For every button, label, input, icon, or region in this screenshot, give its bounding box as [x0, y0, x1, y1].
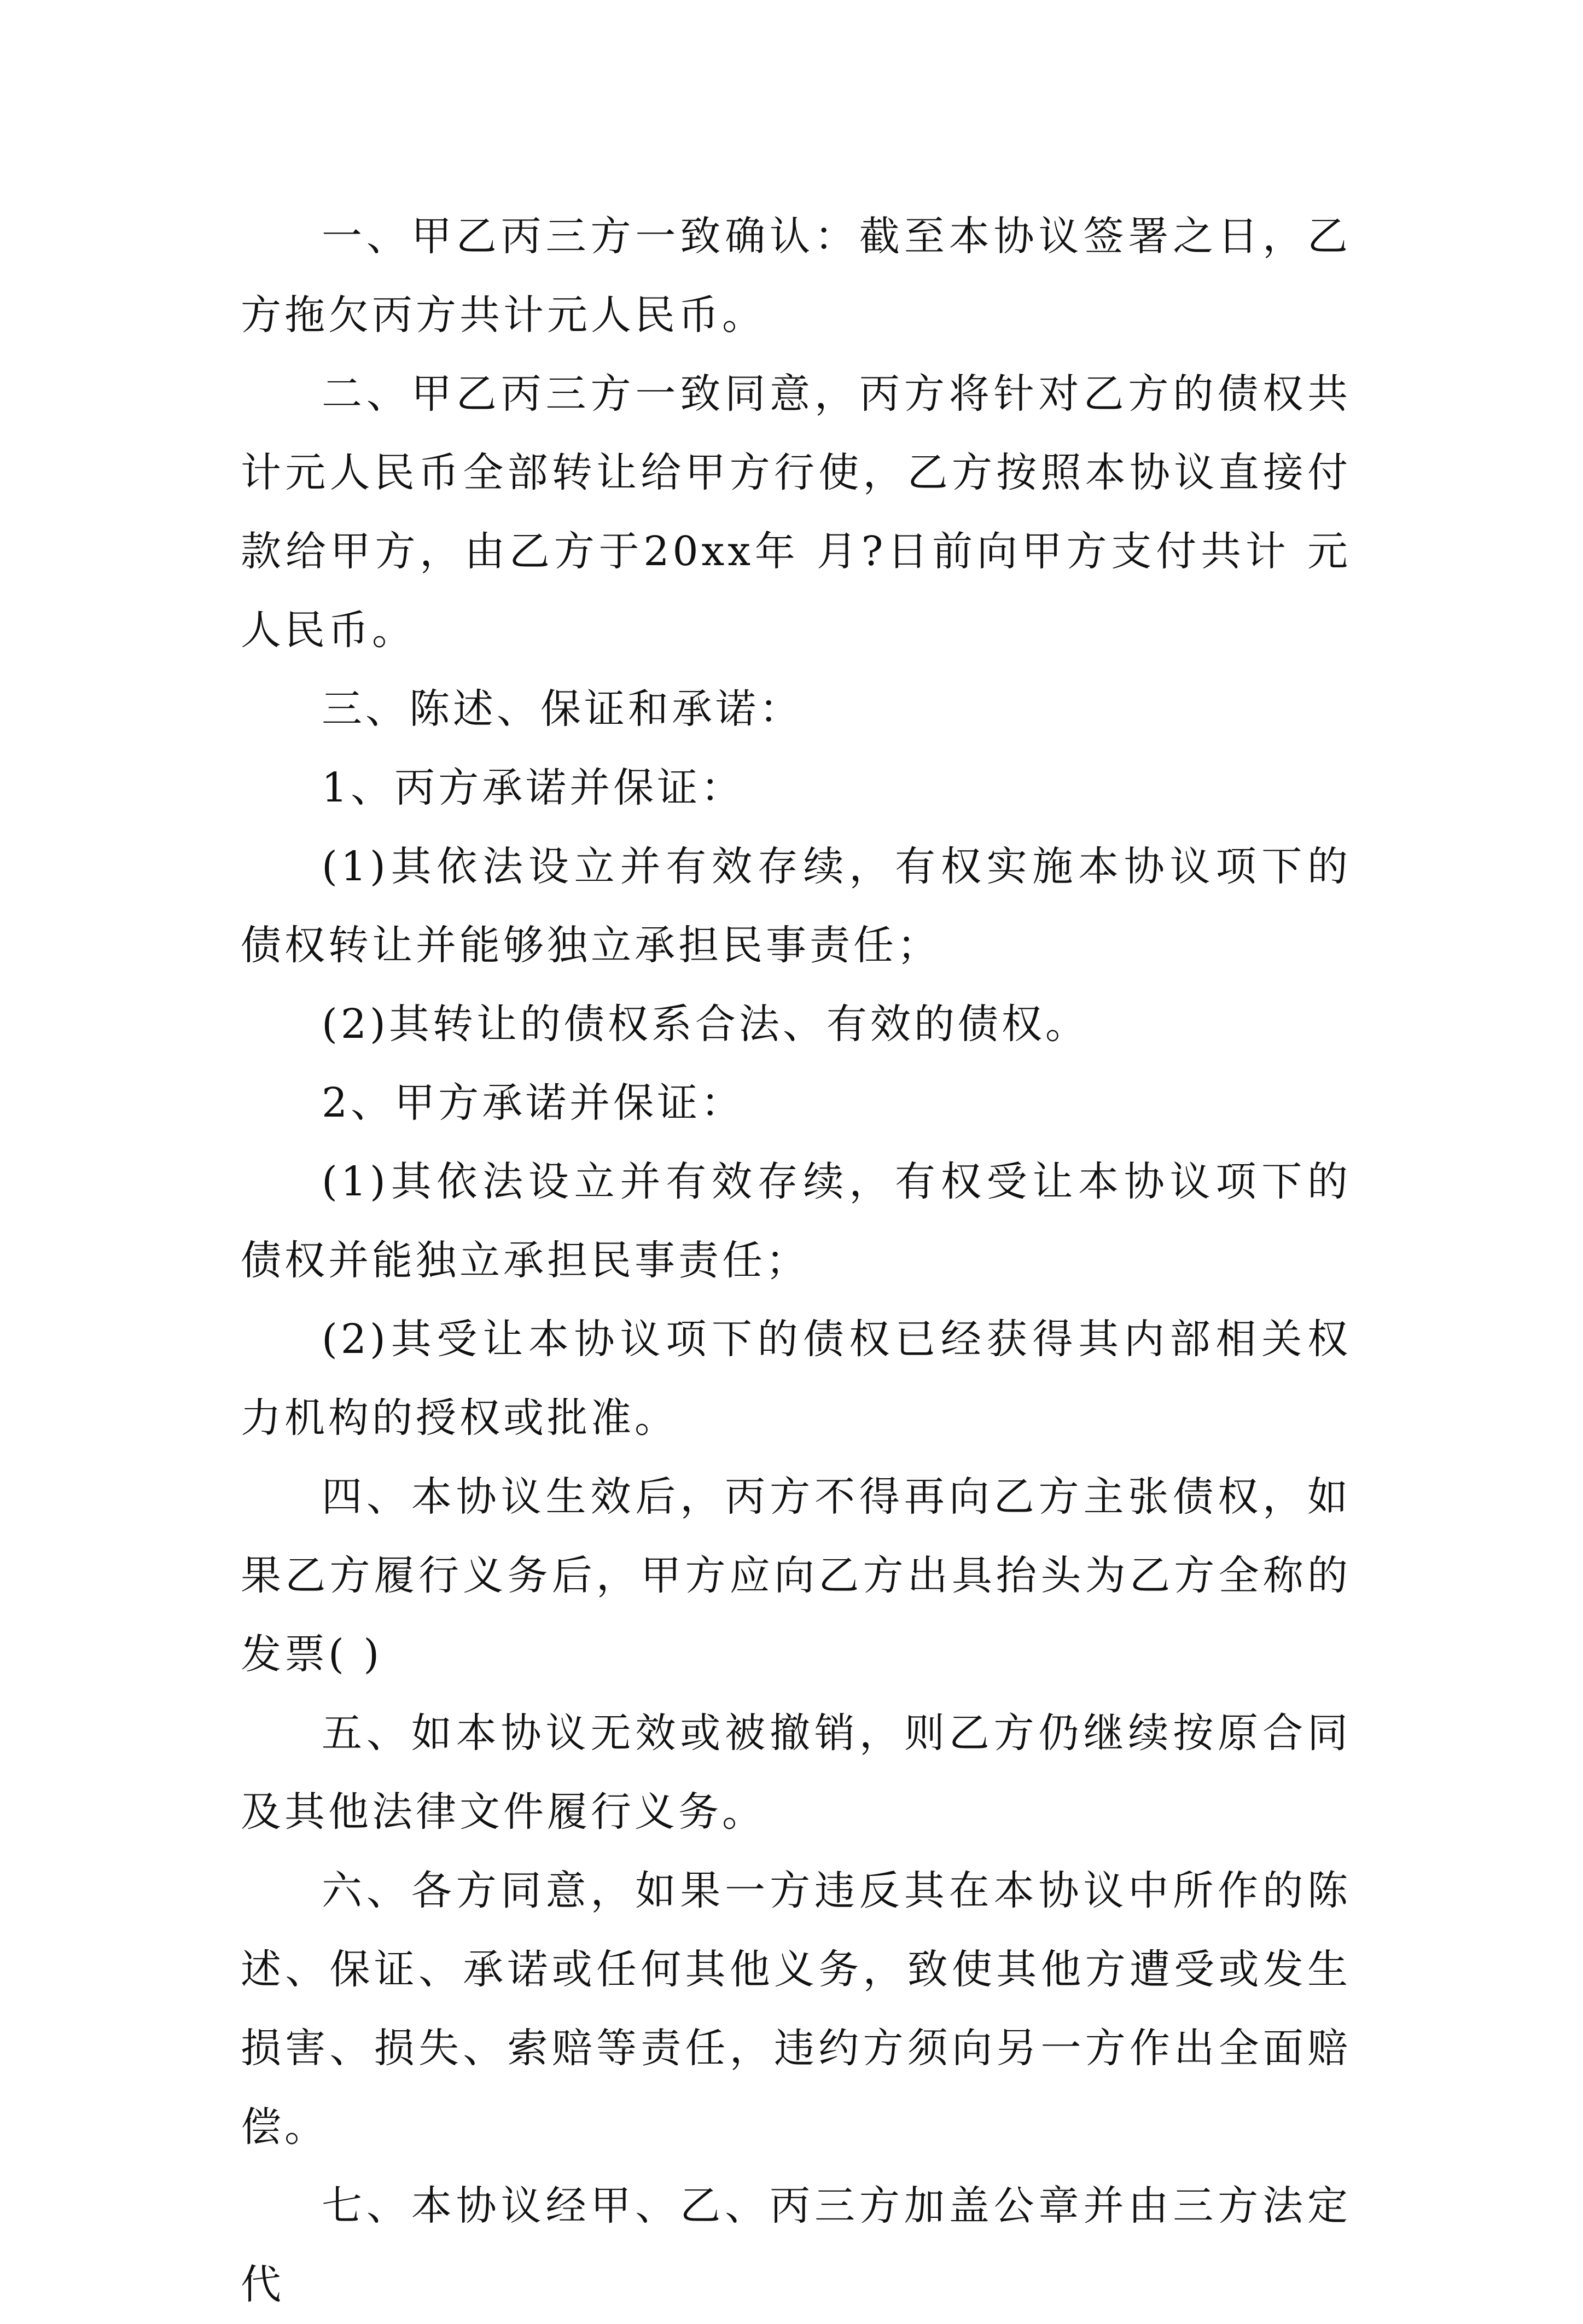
paragraph-party-a-commitment: 2、甲方承诺并保证：: [322, 1079, 745, 1126]
document-body: [241, 197, 1351, 2324]
paragraph-party-c-item-2: (2)其转让的债权系合法、有效的债权。: [322, 1001, 1089, 1048]
paragraph-clause-6: 六、各方同意，如果一方违反其在本协议中所作的陈述、保证、承诺或任何其他义务，致使其他方遭受或发生损害、损失、索赔等责任，违约方须向另一方作出全面赔偿。: [241, 1867, 1351, 2151]
paragraph-clause-5: 五、如本协议无效或被撤销，则乙方仍继续按原合同及其他法律文件履行义务。: [241, 1710, 1351, 1835]
paragraph-clause-4: 四、本协议生效后，丙方不得再向乙方主张债权，如果乙方履行义务后，甲方应向乙方出具抬头为乙方全称的发票( ): [241, 1473, 1351, 1678]
paragraph-clause-3-heading: 三、陈述、保证和承诺：: [322, 685, 803, 733]
paragraph-party-c-commitment: 1、丙方承诺并保证：: [322, 764, 745, 811]
paragraph-clause-1: 一、甲乙丙三方一致确认：截至本协议签署之日，乙方拖欠丙方共计元人民币。: [241, 213, 1351, 339]
paragraph-clause-7: 七、本协议经甲、乙、丙三方加盖公章并由三方法定代: [241, 2182, 1351, 2308]
paragraph-party-a-item-2: (2)其受让本协议项下的债权已经获得其内部相关权力机构的授权或批准。: [241, 1316, 1351, 1442]
paragraph-party-a-item-1: (1)其依法设立并有效存续，有权受让本协议项下的债权并能独立承担民事责任；: [241, 1158, 1351, 1284]
paragraph-clause-2: 二、甲乙丙三方一致同意，丙方将针对乙方的债权共计元人民币全部转让给甲方行使，乙方按照本协议直接付款给甲方，由乙方于20xx年 月?日前向甲方支付共计 元人民币。: [241, 370, 1351, 654]
paragraph-party-c-item-1: (1)其依法设立并有效存续，有权实施本协议项下的债权转让并能够独立承担民事责任；: [241, 843, 1351, 969]
